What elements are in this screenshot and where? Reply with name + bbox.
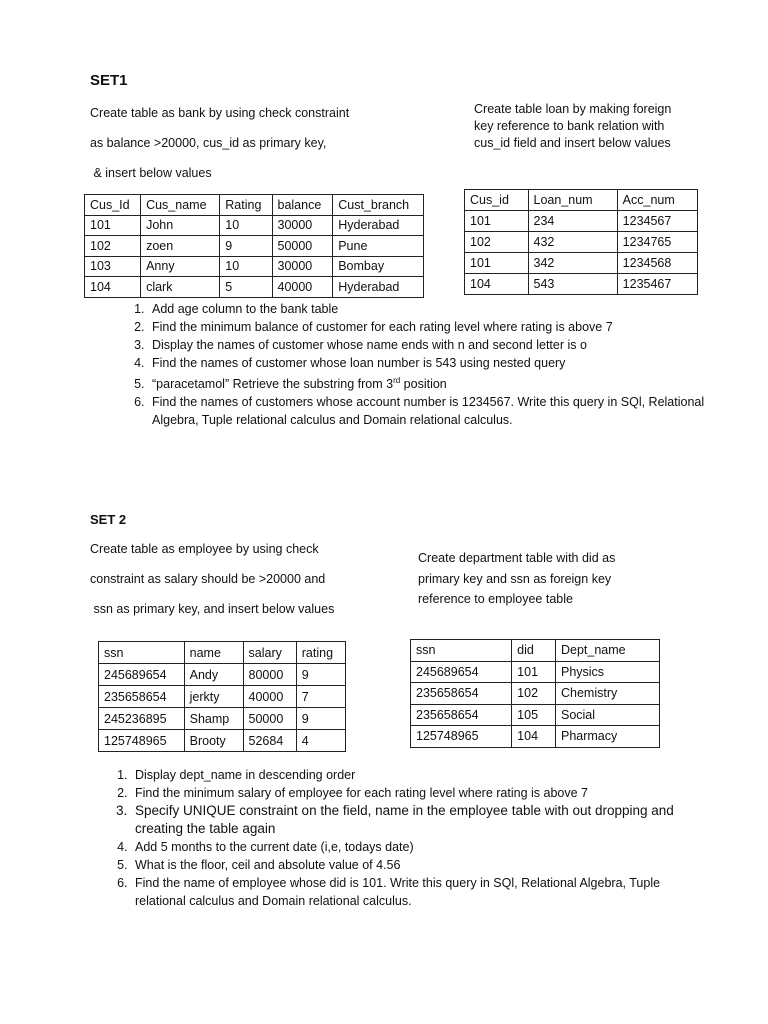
set2-heading: SET 2	[90, 512, 127, 527]
table-row	[465, 253, 698, 274]
table-cell: Brooty	[184, 730, 243, 752]
table-row	[99, 730, 346, 752]
list-item: 6. Find the name of employee whose did is 101. Write this query in SQl, Relational Algebra, Tuple relational calculus and Domain relational calculus.	[131, 874, 701, 910]
table-header-row	[465, 190, 698, 211]
table-header-cell: Loan_num	[528, 190, 617, 211]
table-row	[465, 232, 698, 253]
table-cell: 104	[85, 277, 141, 298]
set2-left-line-3: ssn as primary key, and insert below values	[90, 602, 335, 616]
table-cell: Pune	[333, 236, 424, 257]
set1-right-line-3: cus_id field and insert below values	[474, 136, 671, 150]
table-cell: 1234568	[617, 253, 697, 274]
employee-table	[98, 641, 346, 752]
table-row	[99, 708, 346, 730]
table-cell: 101	[465, 211, 529, 232]
table-cell: 103	[85, 256, 141, 277]
table-cell: 543	[528, 274, 617, 295]
table-cell: 1234765	[617, 232, 697, 253]
table-header-row	[411, 640, 660, 662]
list-item: 4. Find the names of customer whose loan number is 543 using nested query	[148, 354, 708, 372]
set2-question-list	[111, 766, 701, 910]
table-header-cell: Rating	[220, 195, 272, 216]
table-cell: Hyderabad	[333, 215, 424, 236]
table-cell: Pharmacy	[555, 726, 659, 748]
list-item: 6. Find the names of customers whose account number is 1234567. Write this query in SQl, Relational Algebra, Tuple relational calculus and Domain relational calculus.	[148, 393, 708, 429]
set2-right-line-2: primary key and ssn as foreign key	[418, 571, 612, 586]
table-cell: Shamp	[184, 708, 243, 730]
set1-question-list	[128, 300, 708, 429]
loan-table	[464, 189, 698, 295]
table-cell: 30000	[272, 256, 333, 277]
table-cell: 80000	[243, 664, 296, 686]
table-header-cell: salary	[243, 642, 296, 664]
table-row	[99, 686, 346, 708]
table-header-row	[85, 195, 424, 216]
table-cell: 101	[85, 215, 141, 236]
table-cell: John	[141, 215, 220, 236]
list-item: 5. What is the floor, ceil and absolute value of 4.56	[131, 856, 701, 874]
table-header-cell: Cus_name	[141, 195, 220, 216]
table-row	[465, 274, 698, 295]
table-cell: 1234567	[617, 211, 697, 232]
q5-text: “paracetamol” Retrieve the substring from 3	[152, 377, 394, 392]
table-cell: 52684	[243, 730, 296, 752]
table-cell: 102	[85, 236, 141, 257]
table-cell: 40000	[243, 686, 296, 708]
table-row	[85, 256, 424, 277]
table-cell: 235658654	[411, 683, 512, 705]
list-item: 2. Find the minimum balance of customer for each rating level where rating is above 7	[148, 318, 708, 336]
table-row	[411, 683, 660, 705]
table-cell: 125748965	[99, 730, 185, 752]
set2-employee-instruction	[90, 541, 334, 618]
table-header-cell: ssn	[99, 642, 185, 664]
table-cell: 10	[220, 215, 272, 236]
table-cell: 101	[512, 661, 556, 683]
table-cell: 104	[512, 726, 556, 748]
table-header-cell: Cus_Id	[85, 195, 141, 216]
table-cell: Andy	[184, 664, 243, 686]
table-row	[85, 277, 424, 298]
table-header-cell: Dept_name	[555, 640, 659, 662]
table-cell: Social	[555, 704, 659, 726]
set1-right-line-2: key reference to bank relation with	[474, 119, 665, 133]
list-item	[148, 372, 708, 393]
set1-heading: SET1	[90, 72, 128, 89]
table-cell: 9	[296, 708, 345, 730]
table-header-cell: ssn	[411, 640, 512, 662]
table-cell: 40000	[272, 277, 333, 298]
set1-loan-instruction	[474, 101, 671, 152]
table-header-cell: balance	[272, 195, 333, 216]
table-cell: 342	[528, 253, 617, 274]
table-row	[411, 704, 660, 726]
table-cell: 50000	[243, 708, 296, 730]
table-cell: zoen	[141, 236, 220, 257]
table-cell: clark	[141, 277, 220, 298]
table-cell: 102	[512, 683, 556, 705]
table-header-row	[99, 642, 346, 664]
table-cell: 1235467	[617, 274, 697, 295]
table-cell: Bombay	[333, 256, 424, 277]
list-item: 2. Find the minimum salary of employee for each rating level where rating is above 7	[131, 784, 701, 802]
set1-left-line-1: Create table as bank by using check constraint	[90, 106, 350, 120]
table-cell: 30000	[272, 215, 333, 236]
table-row	[411, 726, 660, 748]
table-header-cell: name	[184, 642, 243, 664]
table-cell: 245689654	[411, 661, 512, 683]
set1-right-line-1: Create table loan by making foreign	[474, 102, 672, 116]
table-cell: 4	[296, 730, 345, 752]
table-cell: 50000	[272, 236, 333, 257]
table-header-cell: Acc_num	[617, 190, 697, 211]
table-row	[85, 215, 424, 236]
set2-right-line-1: Create department table with did as	[418, 551, 616, 565]
table-cell: 104	[465, 274, 529, 295]
bank-table	[84, 194, 424, 298]
set2-left-line-1: Create table as employee by using check	[90, 542, 319, 556]
table-cell: Physics	[555, 661, 659, 683]
table-row	[85, 236, 424, 257]
set1-left-line-3: & insert below values	[90, 166, 212, 180]
table-cell: 102	[465, 232, 529, 253]
table-cell: 245689654	[99, 664, 185, 686]
table-cell: Chemistry	[555, 683, 659, 705]
table-cell: 245236895	[99, 708, 185, 730]
table-cell: 10	[220, 256, 272, 277]
department-table	[410, 639, 660, 748]
list-item: 4. Add 5 months to the current date (i,e, todays date)	[131, 838, 701, 856]
table-cell: Hyderabad	[333, 277, 424, 298]
table-cell: 235658654	[411, 704, 512, 726]
table-header-cell: Cust_branch	[333, 195, 424, 216]
table-cell: 5	[220, 277, 272, 298]
table-cell: 7	[296, 686, 345, 708]
list-item: 1. Display dept_name in descending order	[131, 766, 701, 784]
table-header-cell: rating	[296, 642, 345, 664]
table-header-cell: Cus_id	[465, 190, 529, 211]
set1-bank-instruction	[90, 105, 349, 182]
table-row	[465, 211, 698, 232]
table-cell: 9	[296, 664, 345, 686]
table-cell: 235658654	[99, 686, 185, 708]
list-item: 1. Add age column to the bank table	[148, 300, 708, 318]
q5-tail: position	[400, 377, 447, 392]
table-row	[411, 661, 660, 683]
set2-right-line-3: reference to employee table	[418, 592, 573, 606]
table-cell: 9	[220, 236, 272, 257]
table-cell: Anny	[141, 256, 220, 277]
table-cell: 125748965	[411, 726, 512, 748]
table-cell: 101	[465, 253, 529, 274]
table-cell: jerkty	[184, 686, 243, 708]
set2-left-line-2: constraint as salary should be >20000 and	[90, 572, 326, 586]
table-row	[99, 664, 346, 686]
set2-dept-instruction	[418, 548, 615, 610]
list-item: 3. Display the names of customer whose name ends with n and second letter is o	[148, 336, 708, 354]
q5-superscript: rd	[393, 376, 401, 385]
list-item: 3. Specify UNIQUE constraint on the field, name in the employee table with out dropping and creating the table again	[131, 802, 701, 838]
table-header-cell: did	[512, 640, 556, 662]
table-cell: 105	[512, 704, 556, 726]
set1-left-line-2: as balance >20000, cus_id as primary key,	[90, 136, 327, 150]
table-cell: 234	[528, 211, 617, 232]
table-cell: 432	[528, 232, 617, 253]
